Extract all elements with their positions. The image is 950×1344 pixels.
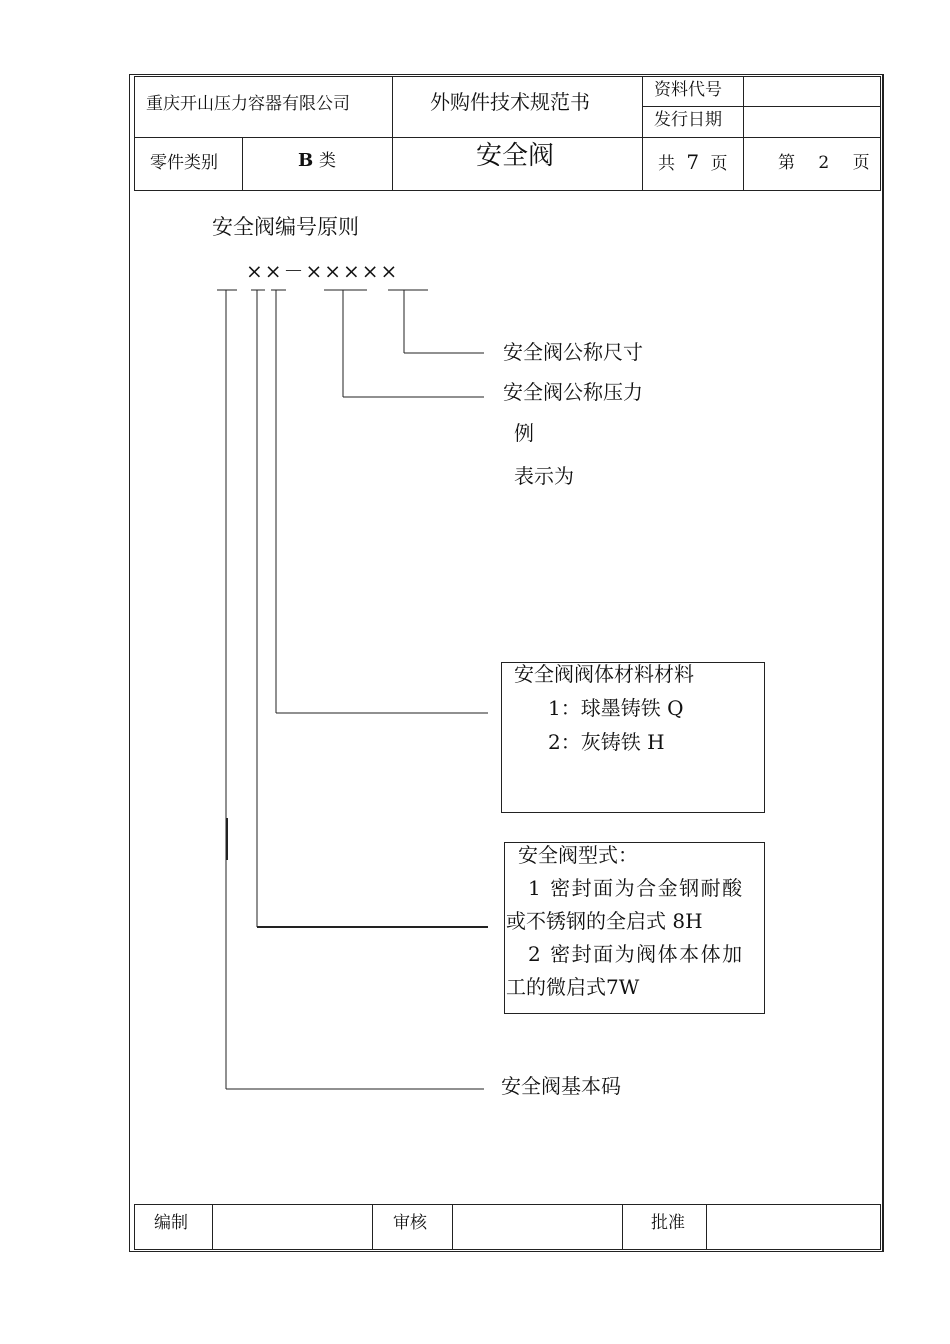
issue-date-label: 发行日期 — [654, 110, 722, 130]
valve-type-line: 1 密封面为合金钢耐酸 — [528, 876, 744, 900]
company-name: 重庆开山压力容器有限公司 — [146, 94, 350, 114]
valve-type-line: 或不锈钢的全启式 8H — [506, 909, 703, 933]
body-material-item: 1：球墨铸铁 Q — [548, 696, 684, 720]
approve-label: 批准 — [651, 1213, 685, 1233]
total-pages-suffix: 页 — [710, 154, 728, 174]
valve-type-line: 2 密封面为阀体本体加 — [528, 942, 744, 966]
represent-label: 表示为 — [514, 464, 574, 488]
example-label: 例 — [514, 421, 534, 445]
page-number-prefix: 第 — [778, 153, 795, 173]
footer-col — [452, 1204, 453, 1250]
body-material-item: 2：灰铸铁 H — [548, 730, 665, 754]
total-pages-prefix: 共 — [658, 154, 675, 174]
footer-col — [372, 1204, 373, 1250]
footer-table — [134, 1204, 881, 1250]
label-nominal-pressure: 安全阀公称压力 — [503, 380, 643, 404]
body-material-title: 安全阀阀体材料材料 — [514, 662, 694, 686]
footer-col — [706, 1204, 707, 1250]
page-number-suffix: 页 — [852, 153, 870, 173]
section-title: 安全阀编号原则 — [212, 215, 359, 239]
label-nominal-size: 安全阀公称尺寸 — [503, 340, 643, 364]
prepared-label: 编制 — [154, 1213, 188, 1233]
doc-title: 外购件技术规范书 — [430, 90, 590, 114]
data-code-label: 资料代号 — [654, 80, 722, 100]
footer-col — [622, 1204, 623, 1250]
total-pages-value: 7 — [686, 150, 700, 174]
part-category-letter: B — [298, 150, 314, 171]
valve-type-title: 安全阀型式： — [518, 843, 638, 867]
code-pattern: ××－××××× — [246, 259, 400, 283]
part-category-label: 零件类别 — [150, 153, 218, 173]
valve-type-line: 工的微启式7W — [506, 975, 640, 999]
page-number-value: 2 — [818, 153, 830, 173]
part-category-suffix: 类 — [318, 151, 336, 171]
review-label: 审核 — [393, 1213, 427, 1233]
part-name: 安全阀 — [476, 141, 555, 171]
label-basic-code: 安全阀基本码 — [501, 1074, 621, 1098]
footer-col — [212, 1204, 213, 1250]
